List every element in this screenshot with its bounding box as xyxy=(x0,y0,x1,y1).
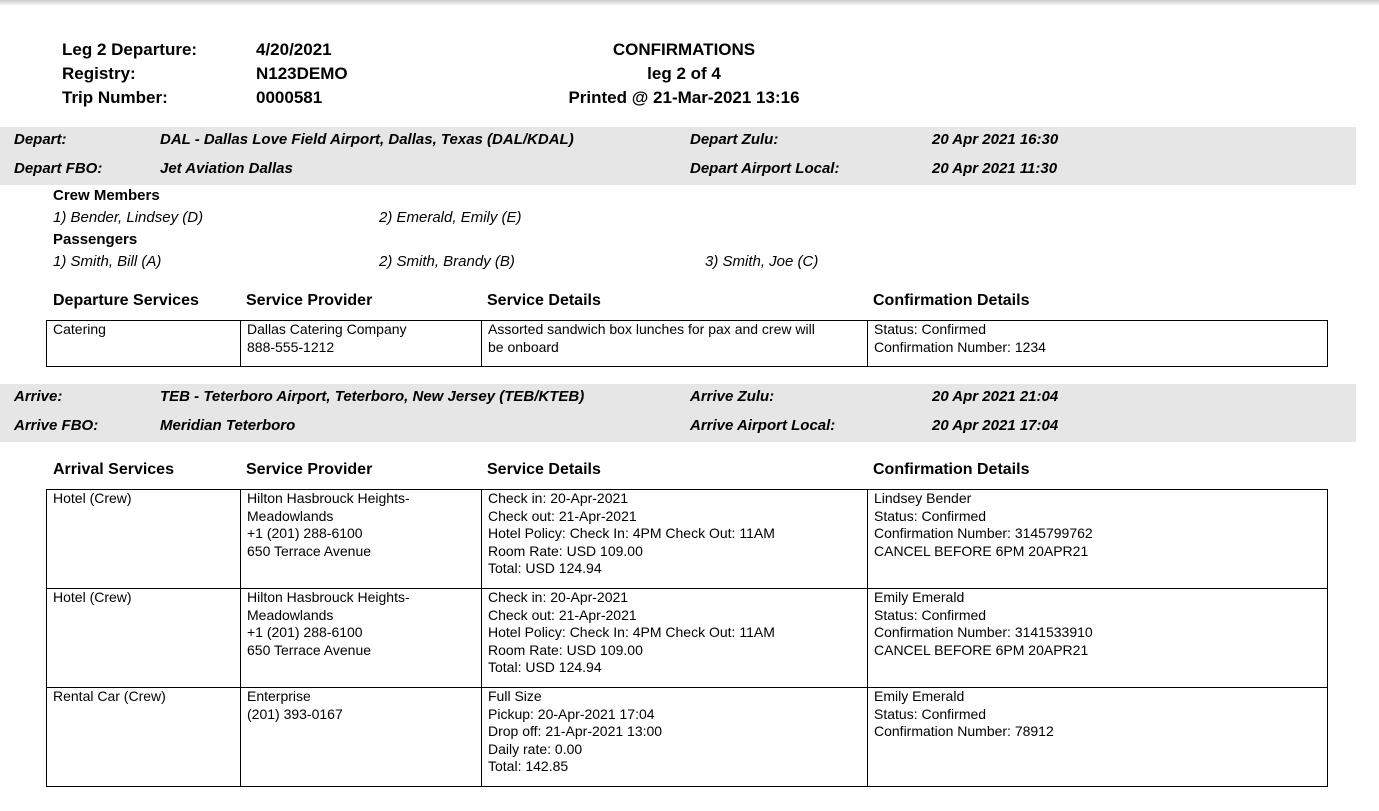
table-row xyxy=(47,321,1328,367)
confirmation-details-cell xyxy=(868,321,1328,367)
arrive-fbo-label: Arrive FBO: xyxy=(14,417,99,434)
arrive-row xyxy=(0,384,1356,413)
registry-label: Registry: xyxy=(62,64,136,83)
cell-line: be onboard xyxy=(488,338,559,355)
passenger: 2) Smith, Brandy (B) xyxy=(379,253,515,270)
cell-line: Status: Confirmed xyxy=(874,606,987,623)
cell-line: CANCEL BEFORE 6PM 20APR21 xyxy=(874,542,1089,559)
cell-line: Lindsey Bender xyxy=(874,490,972,506)
cell-line: Check out: 21-Apr-2021 xyxy=(488,507,637,524)
cell-line: Hilton Hasbrouck Heights- xyxy=(247,589,410,605)
depart-airport: DAL - Dallas Love Field Airport, Dallas, Texas (DAL/KDAL) xyxy=(160,131,574,148)
cell-line: Status: Confirmed xyxy=(874,705,987,722)
service-details-cell xyxy=(482,321,868,367)
crew-member: 1) Bender, Lindsey (D) xyxy=(53,209,204,226)
depart-local-value: 20 Apr 2021 11:30 xyxy=(932,160,1058,177)
confirmation-details-cell xyxy=(868,589,1328,688)
depart-zulu-label: Depart Zulu: xyxy=(690,131,779,148)
depart-fbo-row xyxy=(0,156,1356,185)
cell-line: Catering xyxy=(53,321,106,337)
passenger: 3) Smith, Joe (C) xyxy=(705,253,819,270)
cell-line: Hotel Policy: Check In: 4PM Check Out: 11AM xyxy=(488,624,775,640)
cell-line: Check out: 21-Apr-2021 xyxy=(488,606,637,623)
cell-line: Full Size xyxy=(488,688,542,704)
departure-services-header: Departure Services xyxy=(53,292,199,309)
crew-member: 2) Emerald, Emily (E) xyxy=(379,209,522,226)
depart-row xyxy=(0,127,1356,156)
cell-line: CANCEL BEFORE 6PM 20APR21 xyxy=(874,641,1089,658)
arrive-local-label: Arrive Airport Local: xyxy=(690,417,836,434)
departure-services-table xyxy=(46,320,1328,367)
cell-line: Emily Emerald xyxy=(874,688,965,704)
cell-line: Check in: 20-Apr-2021 xyxy=(488,490,629,506)
cell-line: Status: Confirmed xyxy=(874,507,987,524)
cell-line: Pickup: 20-Apr-2021 17:04 xyxy=(488,705,655,722)
cell-line: Dallas Catering Company xyxy=(247,321,407,337)
arrive-airport: TEB - Teterboro Airport, Teterboro, New Jersey (TEB/KTEB) xyxy=(160,388,585,405)
cell-line: Meadowlands xyxy=(247,606,334,623)
registry-value: N123DEMO xyxy=(256,64,348,83)
cell-line: +1 (201) 288-6100 xyxy=(247,624,363,640)
depart-label: Depart: xyxy=(14,131,67,148)
cell-line: +1 (201) 288-6100 xyxy=(247,525,363,541)
cell-line: Emily Emerald xyxy=(874,589,965,605)
cell-line: Room Rate: USD 109.00 xyxy=(488,641,643,658)
cell-line: Hilton Hasbrouck Heights- xyxy=(247,490,410,506)
cell-line: 888-555-1212 xyxy=(247,338,335,355)
depart-fbo-label: Depart FBO: xyxy=(14,160,103,177)
cell-line: Hotel Policy: Check In: 4PM Check Out: 11AM xyxy=(488,525,775,541)
service-provider-cell xyxy=(241,589,482,688)
service-details-cell xyxy=(482,490,868,589)
cell-line: Check in: 20-Apr-2021 xyxy=(488,589,629,605)
page-title: CONFIRMATIONS xyxy=(612,40,756,59)
service-provider-cell xyxy=(241,321,482,367)
passengers-title: Passengers xyxy=(53,231,138,248)
service-provider-cell xyxy=(241,688,482,787)
cell-line: Meadowlands xyxy=(247,507,334,524)
cell-line: Assorted sandwich box lunches for pax and crew will xyxy=(488,321,815,337)
trip-number-value: 0000581 xyxy=(256,88,323,107)
table-row xyxy=(47,589,1328,688)
arrival-services-header: Arrival Services xyxy=(53,461,174,478)
cell-line: Hotel (Crew) xyxy=(53,490,132,506)
service-details-cell xyxy=(482,688,868,787)
leg-departure-label: Leg 2 Departure: xyxy=(62,40,198,59)
cell-line: 650 Terrace Avenue xyxy=(247,542,372,559)
cell-line: Confirmation Number: 3145799762 xyxy=(874,525,1093,541)
cell-line: 650 Terrace Avenue xyxy=(247,641,372,658)
confirmation-details-cell xyxy=(868,688,1328,787)
cell-line: Hotel (Crew) xyxy=(53,589,132,605)
arrive-label: Arrive: xyxy=(14,388,63,405)
confirmation-details-header: Confirmation Details xyxy=(873,461,1030,478)
service-details-cell xyxy=(482,589,868,688)
arrive-fbo-row xyxy=(0,413,1356,442)
cell-line: Total: 142.85 xyxy=(488,758,569,774)
leg-departure-value: 4/20/2021 xyxy=(256,40,332,59)
service-type-cell xyxy=(47,490,241,589)
printed-timestamp: Printed @ 21-Mar-2021 13:16 xyxy=(568,88,800,107)
cell-line: (201) 393-0167 xyxy=(247,705,343,722)
confirmation-details-header: Confirmation Details xyxy=(873,292,1030,309)
arrival-services-table xyxy=(46,489,1328,787)
arrive-fbo-value: Meridian Teterboro xyxy=(160,417,296,434)
service-type-cell xyxy=(47,589,241,688)
confirmation-details-cell xyxy=(868,490,1328,589)
arrive-zulu-label: Arrive Zulu: xyxy=(690,388,775,405)
service-type-cell xyxy=(47,688,241,787)
top-shadow xyxy=(0,0,1379,6)
passenger: 1) Smith, Bill (A) xyxy=(53,253,162,270)
depart-local-label: Depart Airport Local: xyxy=(690,160,840,177)
cell-line: Room Rate: USD 109.00 xyxy=(488,542,643,559)
table-row xyxy=(47,490,1328,589)
cell-line: Total: USD 124.94 xyxy=(488,659,602,675)
service-details-header: Service Details xyxy=(487,292,601,309)
cell-line: Confirmation Number: 1234 xyxy=(874,338,1046,355)
service-details-header: Service Details xyxy=(487,461,601,478)
service-provider-header: Service Provider xyxy=(246,292,373,309)
service-type-cell xyxy=(47,321,241,367)
cell-line: Daily rate: 0.00 xyxy=(488,740,583,757)
cell-line: Total: USD 124.94 xyxy=(488,560,602,576)
arrive-local-value: 20 Apr 2021 17:04 xyxy=(932,417,1059,434)
crew-members-title: Crew Members xyxy=(53,187,160,204)
cell-line: Status: Confirmed xyxy=(874,321,987,337)
cell-line: Confirmation Number: 3141533910 xyxy=(874,624,1093,640)
table-row xyxy=(47,688,1328,787)
cell-line: Drop off: 21-Apr-2021 13:00 xyxy=(488,723,663,739)
service-provider-header: Service Provider xyxy=(246,461,373,478)
trip-number-label: Trip Number: xyxy=(62,88,168,107)
arrive-zulu-value: 20 Apr 2021 21:04 xyxy=(932,388,1059,405)
cell-line: Confirmation Number: 78912 xyxy=(874,723,1054,739)
leg-indicator: leg 2 of 4 xyxy=(647,64,721,83)
cell-line: Rental Car (Crew) xyxy=(53,688,166,704)
service-provider-cell xyxy=(241,490,482,589)
depart-fbo-value: Jet Aviation Dallas xyxy=(160,160,293,177)
depart-zulu-value: 20 Apr 2021 16:30 xyxy=(932,131,1059,148)
cell-line: Enterprise xyxy=(247,688,311,704)
